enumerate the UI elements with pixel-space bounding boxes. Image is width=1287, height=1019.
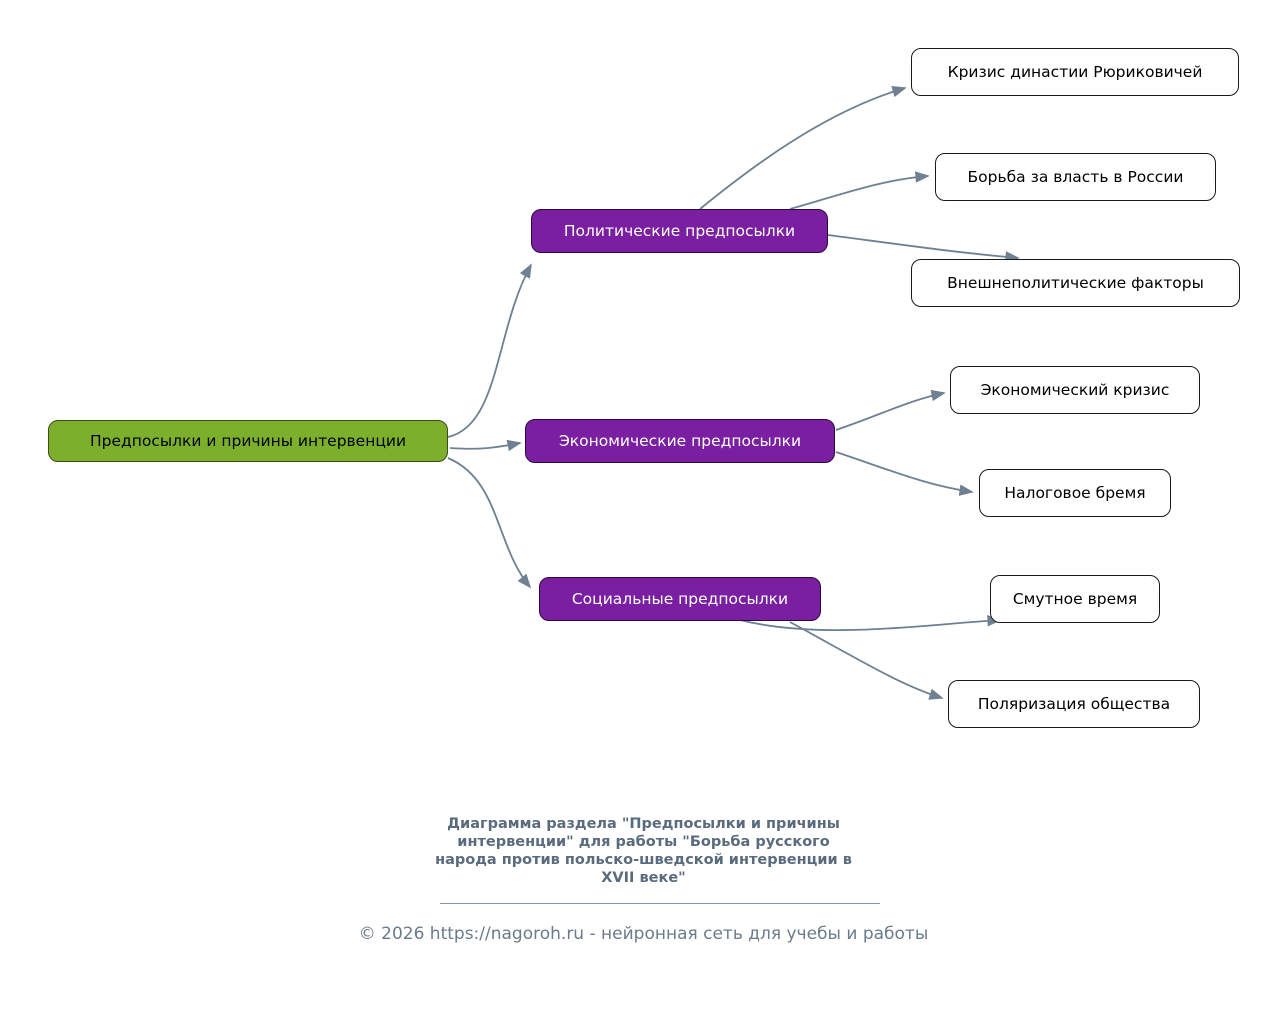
node-leaf-power-struggle-label: Борьба за власть в России — [967, 167, 1184, 186]
node-leaf-power-struggle[interactable] — [935, 153, 1216, 201]
node-branch-economic[interactable] — [525, 419, 835, 463]
node-leaf-society-polarization[interactable] — [948, 680, 1200, 728]
node-leaf-tax-burden-label: Налоговое бремя — [1004, 483, 1146, 502]
node-branch-economic-label: Экономические предпосылки — [558, 431, 802, 450]
caption-line-3: народа против польско-шведской интервенции в — [435, 852, 852, 868]
node-leaf-economic-crisis-label: Экономический кризис — [980, 380, 1170, 399]
node-leaf-economic-crisis[interactable] — [950, 366, 1200, 414]
node-branch-political-label: Политические предпосылки — [563, 221, 796, 240]
edge-political-p2 — [790, 176, 928, 209]
node-leaf-time-of-troubles-label: Смутное время — [1012, 589, 1138, 608]
edge-economic-e1 — [836, 393, 944, 430]
edge-political-p3 — [828, 235, 1018, 258]
node-root-label: Предпосылки и причины интервенции — [89, 431, 407, 450]
edge-social-s2 — [790, 622, 942, 698]
node-leaf-dynasty-crisis[interactable] — [911, 48, 1239, 96]
caption-line-4: XVII веке" — [601, 870, 686, 886]
node-branch-political[interactable] — [531, 209, 828, 253]
node-leaf-dynasty-crisis-label: Кризис династии Рюриковичей — [947, 62, 1203, 81]
node-root[interactable] — [48, 420, 448, 462]
node-leaf-society-polarization-label: Поляризация общества — [977, 694, 1171, 713]
edge-social-s1 — [740, 620, 1000, 630]
footer-text: © 2026 https://nagoroh.ru - нейронная сеть для учебы и работы — [358, 924, 929, 944]
edge-root-social — [448, 458, 530, 587]
node-leaf-foreign-policy-factors-label: Внешнеполитические факторы — [947, 273, 1204, 292]
edge-political-p1 — [700, 88, 905, 209]
caption-line-1: Диаграмма раздела "Предпосылки и причины — [447, 816, 840, 832]
node-branch-social[interactable] — [539, 577, 821, 621]
edge-root-political — [448, 265, 531, 437]
caption-divider — [440, 903, 880, 904]
node-leaf-time-of-troubles[interactable] — [990, 575, 1160, 623]
edge-root-economic — [450, 443, 520, 449]
node-branch-social-label: Социальные предпосылки — [571, 589, 789, 608]
node-leaf-foreign-policy-factors[interactable] — [911, 259, 1240, 307]
edge-economic-e2 — [836, 452, 972, 492]
node-leaf-tax-burden[interactable] — [979, 469, 1171, 517]
caption-line-2: интервенции" для работы "Борьба русского — [457, 834, 830, 850]
